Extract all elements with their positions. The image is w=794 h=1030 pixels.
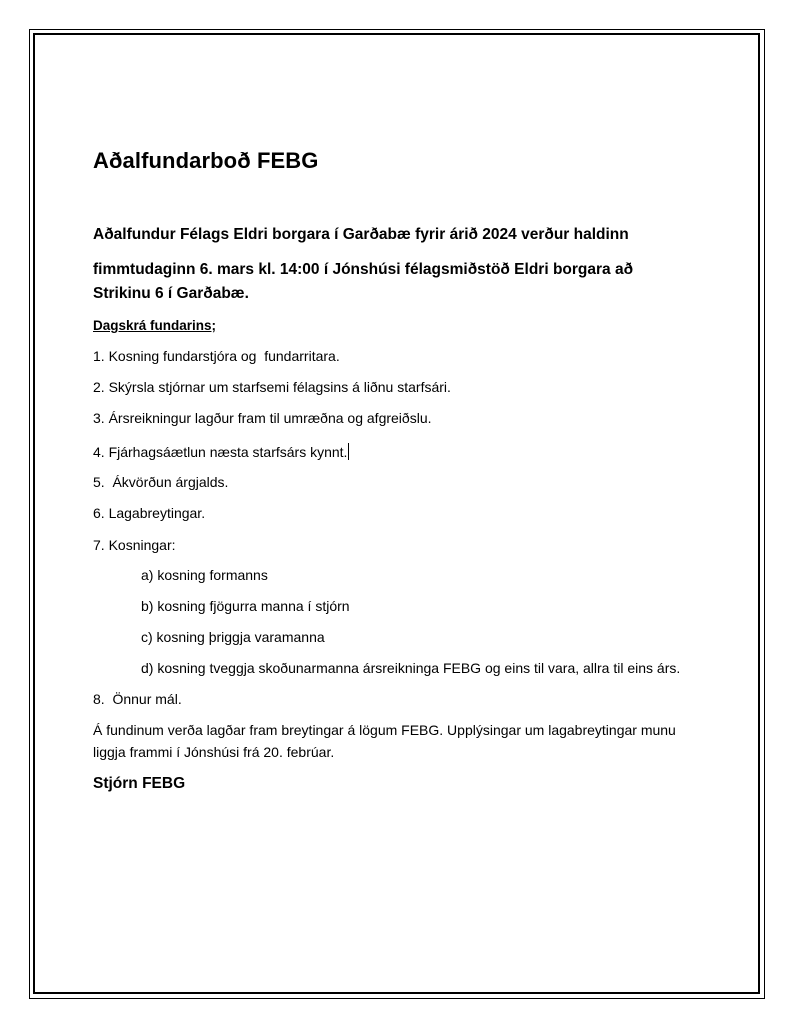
intro-line-3: Strikinu 6 í Garðabæ.	[93, 285, 249, 302]
election-item-d: d) kosning tveggja skoðunarmanna ársreikninga FEBG og eins til vara, allra til eins árs.	[141, 660, 681, 676]
signature: Stjórn FEBG	[93, 775, 186, 792]
document-title: Aðalfundarboð FEBG	[93, 148, 319, 173]
note-line-2: liggja frammi í Jónshúsi frá 20. febrúar.	[93, 744, 335, 760]
agenda-item-8: 8. Önnur mál.	[93, 691, 182, 707]
agenda-item-1: 1. Kosning fundarstjóra og fundarritara.	[93, 348, 340, 364]
intro-line-1: Aðalfundur Félags Eldri borgara í Garðabæ fyrir árið 2024 verður haldinn	[93, 226, 629, 243]
election-item-b: b) kosning fjögurra manna í stjórn	[141, 598, 350, 614]
agenda-item-6: 6. Lagabreytingar.	[93, 505, 206, 521]
election-item-c: c) kosning þriggja varamanna	[141, 629, 325, 645]
agenda-item-3: 3. Ársreikningur lagður fram til umræðna og afgreiðslu.	[93, 410, 432, 426]
election-item-a: a) kosning formanns	[141, 567, 268, 583]
agenda-heading: Dagskrá fundarins;	[93, 318, 217, 333]
agenda-item-4[interactable]	[93, 443, 349, 460]
text-cursor	[348, 443, 349, 460]
agenda-item-7: 7. Kosningar:	[93, 537, 176, 553]
agenda-item-5: 5. Ákvörðun árgjalds.	[93, 474, 229, 490]
agenda-item-4-text: 4. Fjárhagsáætlun næsta starfsárs kynnt.	[93, 444, 348, 460]
note-line-1: Á fundinum verða lagðar fram breytingar á lögum FEBG. Upplýsingar um lagabreytingar munu	[93, 722, 676, 738]
intro-line-2: fimmtudaginn 6. mars kl. 14:00 í Jónshúsi félagsmiðstöð Eldri borgara að	[93, 261, 634, 278]
agenda-item-2: 2. Skýrsla stjórnar um starfsemi félagsins á liðnu starfsári.	[93, 379, 451, 395]
